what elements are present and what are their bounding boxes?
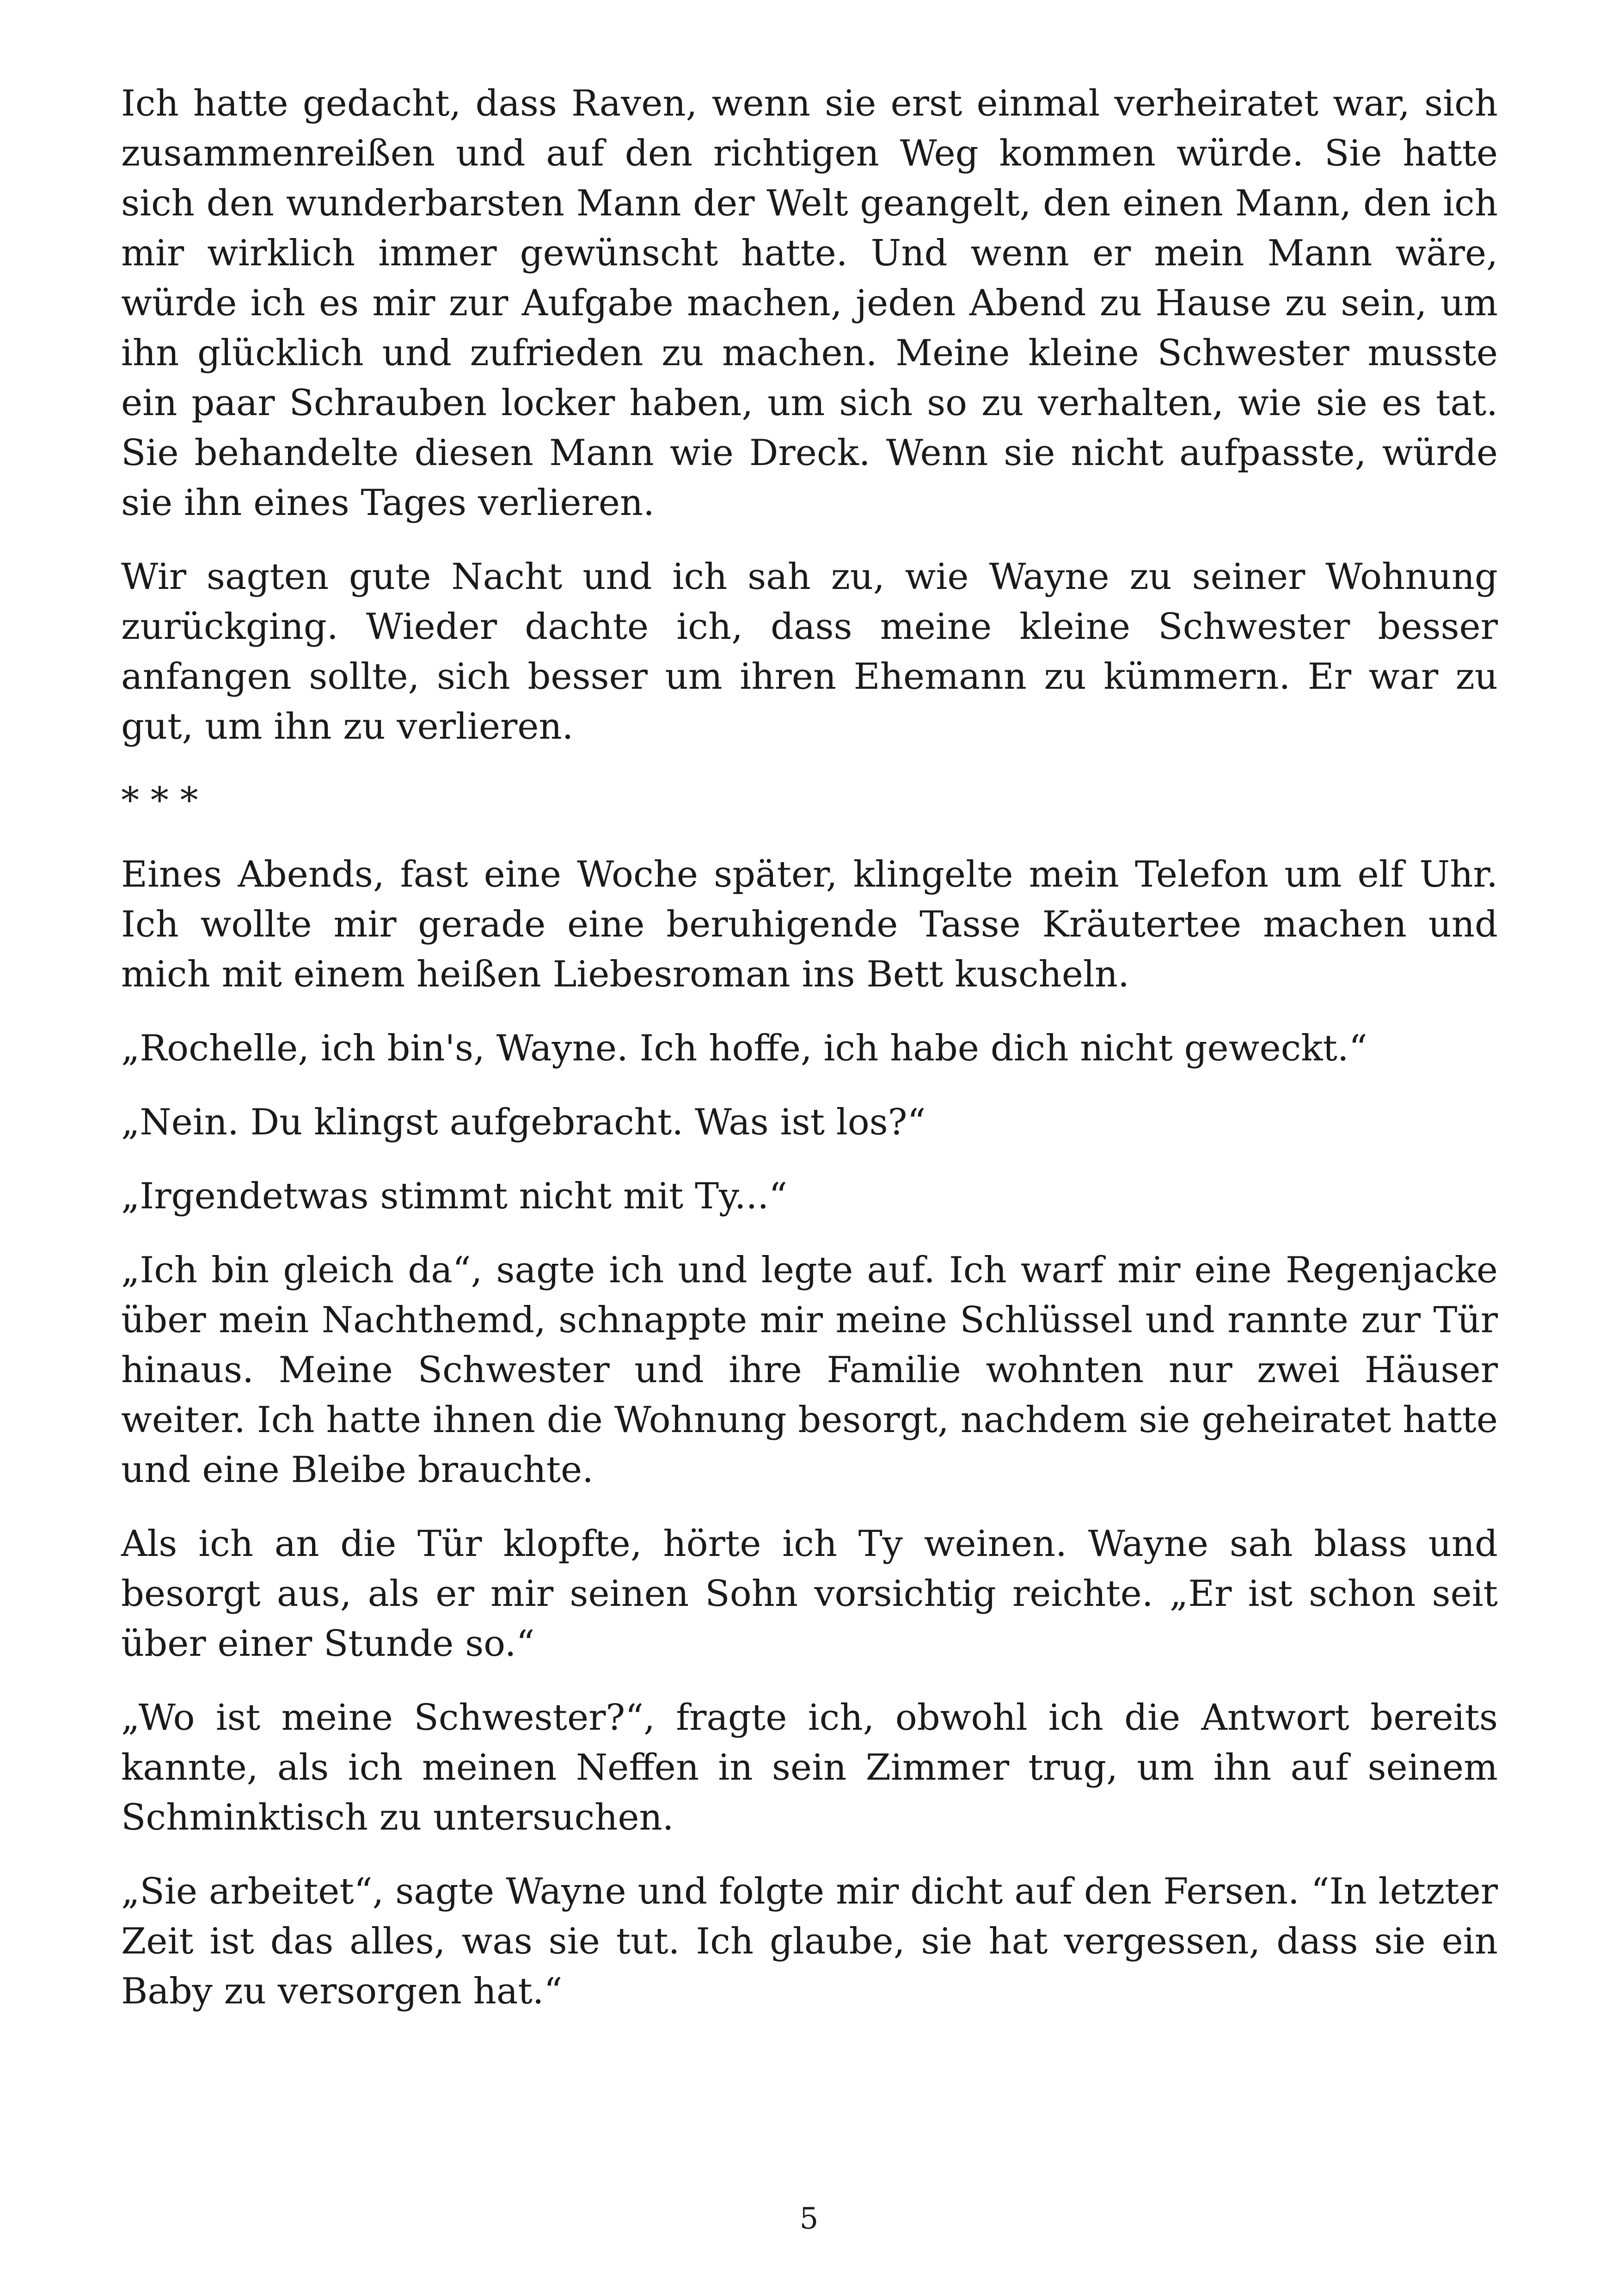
paragraph-10: „Sie arbeitet“, sagte Wayne und folgte mir dicht auf den Fersen. “In letzter Zeit ist das alles, was sie tut. Ich glaube, sie hat vergessen, dass sie ein Baby zu versorgen hat.“ [121, 1871, 1498, 2012]
page-number: 5 [799, 2202, 819, 2236]
paragraph-3: Eines Abends, fast eine Woche später, klingelte mein Telefon um elf Uhr. Ich wollte mir gerade eine beruhigende Tasse Kräutertee machen und mich mit einem heißen Liebesroman ins Bett kuscheln. [121, 854, 1498, 995]
paragraph-9: „Wo ist meine Schwester?“, fragte ich, obwohl ich die Antwort bereits kannte, als ich meinen Neffen in sein Zimmer trug, um ihn auf seinem Schminktisch zu untersuchen. [121, 1697, 1498, 1838]
paragraph-8: Als ich an die Tür klopfte, hörte ich Ty weinen. Wayne sah blass und besorgt aus, als er mir seinen Sohn vorsichtig reichte. „Er ist schon seit über einer Stunde so.“ [121, 1523, 1498, 1665]
paragraph-5: „Nein. Du klingst aufgebracht. Was ist los?“ [121, 1102, 926, 1143]
page-body [121, 79, 1498, 2040]
paragraph-6: „Irgendetwas stimmt nicht mit Ty...“ [121, 1176, 788, 1217]
paragraph-4: „Rochelle, ich bin's, Wayne. Ich hoffe, ich habe dich nicht geweckt.“ [121, 1028, 1367, 1069]
paragraph-1: Ich hatte gedacht, dass Raven, wenn sie erst einmal verheiratet war, sich zusammenreißen und auf den richtigen Weg kommen würde. Sie hatte sich den wunderbarsten Mann der Welt geangelt, den einen Mann, den ich mir wirklich immer gewünscht hatte. Und wenn er mein Mann wäre, würde ich es mir zur Aufgabe machen, jeden Abend zu Hause zu sein, um ihn glücklich und zufrieden zu machen. Meine kleine Schwester musste ein paar Schrauben locker haben, um sich so zu verhalten, wie sie es tat. Sie behandelte diesen Mann wie Dreck. Wenn sie nicht aufpasste, würde sie ihn eines Tages verlieren. [121, 83, 1498, 524]
paragraph-7: „Ich bin gleich da“, sagte ich und legte auf. Ich warf mir eine Regenjacke über mein Nachthemd, schnappte mir meine Schlüssel und rannte zur Tür hinaus. Meine Schwester und ihre Familie wohnten nur zwei Häuser weiter. Ich hatte ihnen die Wohnung besorgt, nachdem sie geheiratet hatte und eine Bleibe brauchte. [121, 1249, 1498, 1491]
scene-break: * * * [121, 780, 198, 821]
paragraph-2: Wir sagten gute Nacht und ich sah zu, wie Wayne zu seiner Wohnung zurückging. Wieder dachte ich, dass meine kleine Schwester besser anfangen sollte, sich besser um ihren Ehemann zu kümmern. Er war zu gut, um ihn zu verlieren. [121, 556, 1498, 747]
